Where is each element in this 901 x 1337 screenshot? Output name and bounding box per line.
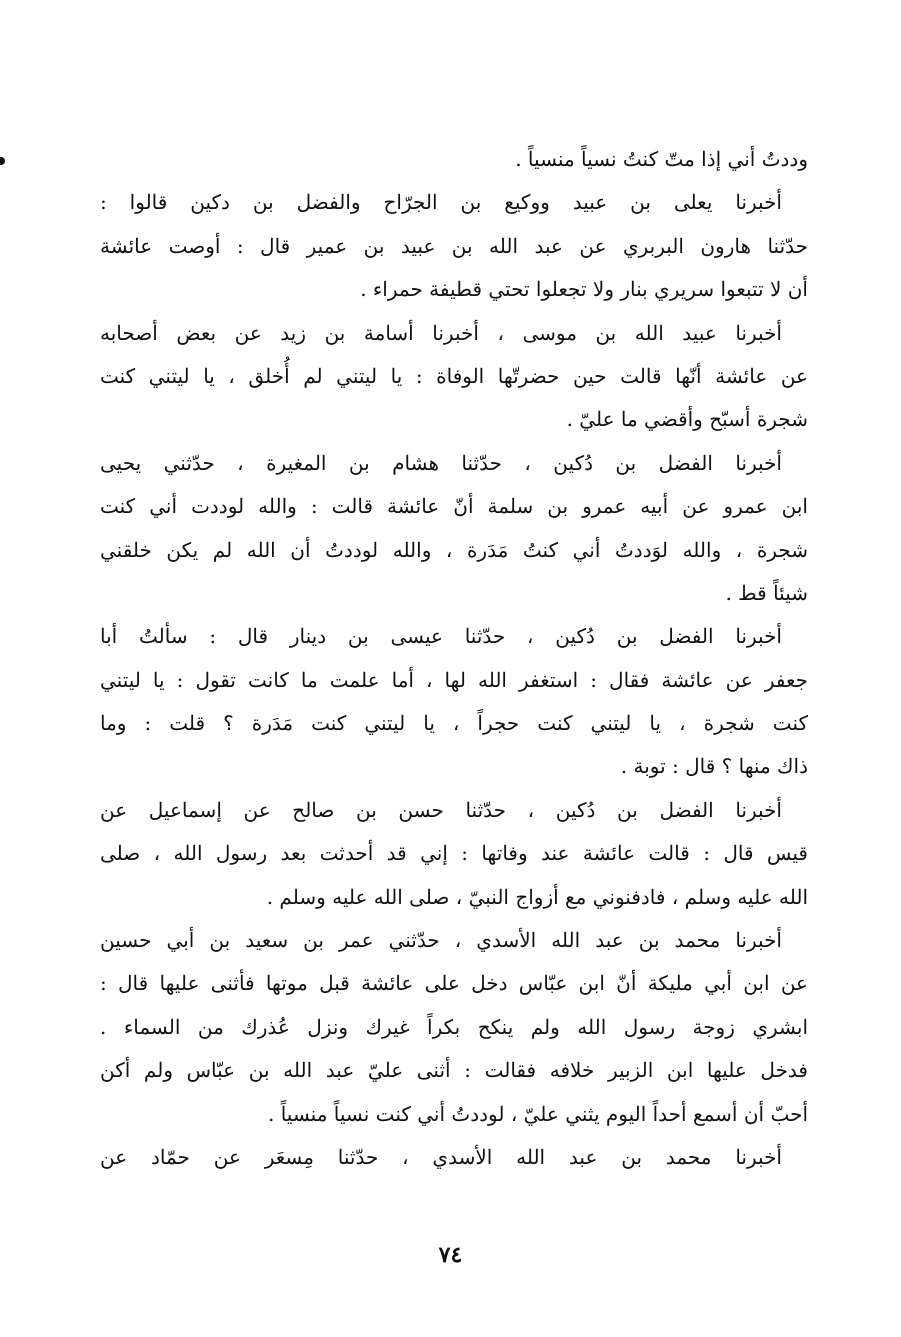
text-line: شيئاً قط . — [725, 580, 808, 605]
text-line: ابشري زوجة رسول الله ولم ينكح بكراً غيرك ونزل عُذرك من السماء . — [100, 1014, 808, 1039]
text-line: ذاك منها ؟ قال : توبة . — [620, 754, 808, 779]
text-line: حدّثنا هارون البربري عن عبد الله بن عبيد بن عمير قال : أوصت عائشة — [100, 233, 808, 258]
text-line: وددتُ أني إذا متّ كنتُ نسياً منسياً . — [515, 147, 808, 171]
text-line: أخبرنا عبيد الله بن موسى ، أخبرنا أسامة بن زيد عن بعض أصحابه — [100, 320, 782, 345]
text-line: ابن عمرو عن أبيه عمرو بن سلمة أنّ عائشة قالت : والله لوددت أني كنت — [100, 494, 808, 519]
text-line: أخبرنا الفضل بن دُكين ، حدّثنا هشام بن المغيرة ، حدّثني يحيى — [100, 450, 782, 475]
text-line: جعفر عن عائشة فقال : استغفر الله لها ، أما علمت ما كانت تقول : يا ليتني — [100, 667, 808, 692]
text-line: أخبرنا الفضل بن دُكين ، حدّثنا عيسى بن دينار قال : سألتُ أبا — [100, 624, 782, 649]
text-line: أحبّ أن أسمع أحداً اليوم يثني عليّ ، لوددتُ أني كنت نسياً منسياً . — [268, 1101, 808, 1126]
page-body-text — [100, 138, 808, 1179]
text-line: شجرة أسبّح وأقضي ما عليّ . — [566, 407, 808, 432]
text-line: عن ابن أبي مليكة أنّ ابن عبّاس دخل على عائشة قبل موتها فأثنى عليها قال : — [100, 971, 808, 996]
page-number: ٧٤ — [438, 1242, 463, 1268]
text-line: الله عليه وسلم ، فادفنوني مع أزواج النبيّ ، صلى الله عليه وسلم . — [266, 884, 808, 909]
text-line: شجرة ، والله لوَددتُ أني كنتُ مَدَرة ، والله لوددتُ أن الله لم يكن خلقني — [100, 537, 808, 562]
text-line: أخبرنا محمد بن عبد الله الأسدي ، حدّثني عمر بن سعيد بن أبي حسين — [100, 928, 782, 953]
text-line: أخبرنا يعلى بن عبيد ووكيع بن الجرّاح والفضل بن دكين قالوا : — [100, 190, 782, 215]
text-line: كنت شجرة ، يا ليتني كنت حجراً ، يا ليتني كنت مَدَرة ؟ قلت : وما — [100, 711, 808, 736]
text-line: أخبرنا محمد بن عبد الله الأسدي ، حدّثنا مِسعَر عن حمّاد عن — [100, 1144, 782, 1169]
page-edge-mark — [0, 157, 5, 165]
text-line: قيس قال : قالت عائشة عند وفاتها : إني قد أحدثت بعد رسول الله ، صلى — [100, 841, 808, 866]
text-line: عن عائشة أنّها قالت حين حضرتّها الوفاة : يا ليتني لم أُخلق ، يا ليتني كنت — [100, 363, 808, 388]
text-line: فدخل عليها ابن الزبير خلافه فقالت : أثنى عليّ عبد الله بن عبّاس ولم أكن — [100, 1058, 808, 1083]
text-line: أخبرنا الفضل بن دُكين ، حدّثنا حسن بن صالح عن إسماعيل عن — [100, 797, 782, 822]
text-line: أن لا تتبعوا سريري بنار ولا تجعلوا تحتي قطيفة حمراء . — [360, 277, 808, 302]
